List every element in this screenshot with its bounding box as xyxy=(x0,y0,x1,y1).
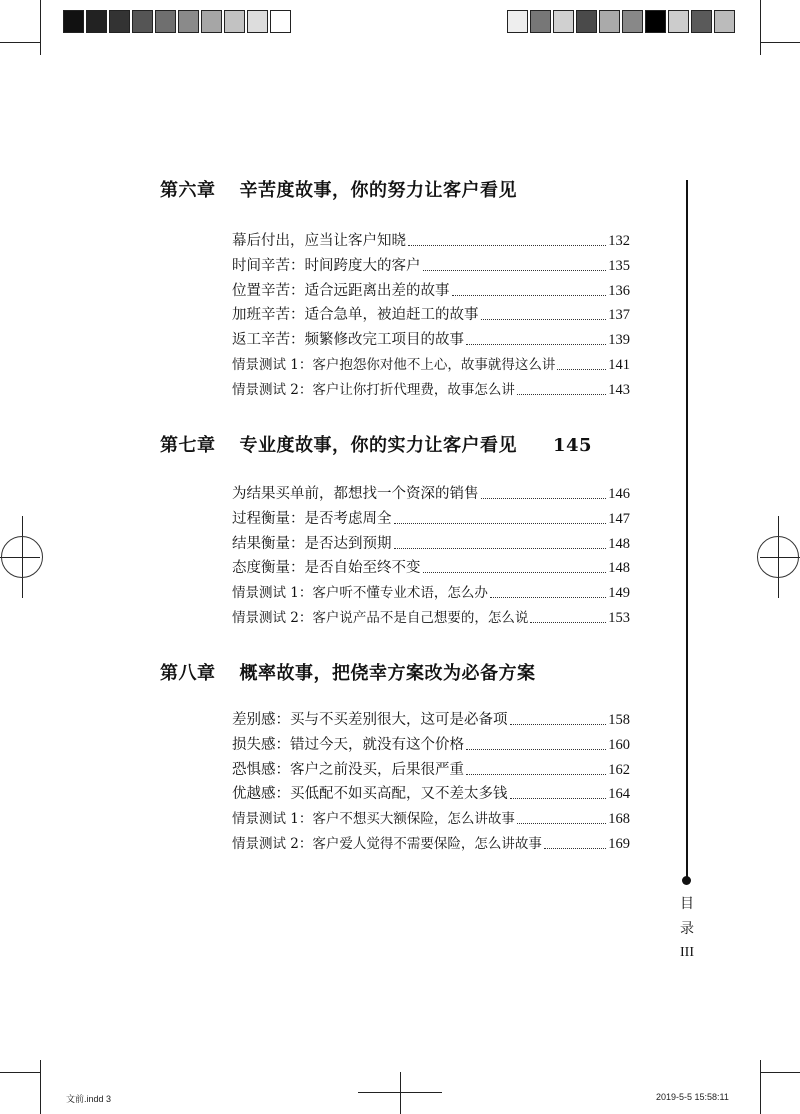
toc-entry-title: 情景测试 1：客户抱怨你对他不上心，故事就得这么讲 xyxy=(232,357,556,373)
toc-entry-page: 158 xyxy=(608,712,630,728)
color-swatch xyxy=(576,10,597,33)
color-swatch xyxy=(178,10,199,33)
toc-entry-title: 时间辛苦：时间跨度大的客户 xyxy=(232,257,421,274)
toc-entry-page: 160 xyxy=(608,736,630,753)
dot-leader xyxy=(466,748,606,750)
dot-leader xyxy=(481,497,607,499)
toc-entry-title: 恐惧感：客户之前没买，后果很严重 xyxy=(232,761,464,778)
toc-entry-title: 态度衡量：是否自始至终不变 xyxy=(232,560,421,577)
color-swatch xyxy=(224,10,245,33)
toc-entry-title: 幕后付出，应当让客户知晓 xyxy=(232,233,406,249)
folio: III xyxy=(680,945,694,960)
toc-entry-title: 差别感：买与不买差别很大，这可是必备项 xyxy=(232,712,508,728)
chapter-title: 辛苦度故事，你的努力让客户看见 xyxy=(239,180,517,201)
toc-entry-title: 情景测试 2：客户说产品不是自己想要的，怎么说 xyxy=(232,610,529,626)
toc-entry-page: 136 xyxy=(608,282,630,299)
dot-leader xyxy=(481,318,607,320)
dot-leader xyxy=(544,847,606,849)
dot-leader xyxy=(423,571,607,573)
color-swatch xyxy=(645,10,666,33)
dot-leader xyxy=(394,522,607,524)
chapter-number: 第六章 xyxy=(160,180,216,201)
toc-entry[interactable] xyxy=(232,807,630,829)
side-label-mu: 目 xyxy=(680,896,694,912)
color-swatch xyxy=(86,10,107,33)
toc-entry[interactable] xyxy=(232,733,630,755)
side-label-lu: 录 xyxy=(680,921,694,937)
toc-entry-title: 情景测试 1：客户不想买大额保险，怎么讲故事 xyxy=(232,811,515,828)
toc-entry-title: 情景测试 2：客户让你打折代理费，故事怎么讲 xyxy=(232,381,515,398)
toc-entry[interactable] xyxy=(232,832,630,854)
dot-leader xyxy=(517,393,606,395)
toc-entry-title: 返工辛苦：频繁修改完工项目的故事 xyxy=(232,332,464,349)
dot-leader xyxy=(408,244,606,246)
toc-entry[interactable] xyxy=(232,378,630,400)
color-swatch xyxy=(668,10,689,33)
toc-entry-page: 143 xyxy=(608,381,630,398)
crop-mark xyxy=(760,0,761,55)
toc-entry[interactable] xyxy=(232,482,630,504)
dot-leader xyxy=(510,797,607,799)
crop-mark xyxy=(40,0,41,55)
color-bar-right xyxy=(507,10,737,33)
toc-entry-page: 146 xyxy=(608,486,630,502)
toc-entry[interactable] xyxy=(232,229,630,251)
dot-leader xyxy=(517,822,606,824)
color-swatch xyxy=(201,10,222,33)
toc-entry-page: 148 xyxy=(608,560,630,577)
dot-leader xyxy=(394,547,607,549)
chapter-number: 第八章 xyxy=(160,663,216,684)
crop-mark xyxy=(0,42,40,43)
toc-entry[interactable] xyxy=(232,254,630,276)
toc-entry[interactable] xyxy=(232,532,630,554)
dot-leader xyxy=(423,269,607,271)
crop-mark xyxy=(0,1072,40,1073)
toc-entry-page: 162 xyxy=(608,761,630,778)
toc-entry[interactable] xyxy=(232,606,630,628)
toc-entry-page: 137 xyxy=(608,307,630,324)
chapter-number: 第七章 xyxy=(160,435,216,456)
toc-entry-title: 位置辛苦：适合远距离出差的故事 xyxy=(232,282,450,299)
toc-entry-page: 149 xyxy=(608,585,630,602)
registration-circle xyxy=(1,536,43,578)
chapter-heading xyxy=(160,659,536,685)
color-swatch xyxy=(63,10,84,33)
color-swatch xyxy=(155,10,176,33)
toc-entry-title: 情景测试 1：客户听不懂专业术语，怎么办 xyxy=(232,585,488,602)
toc-entry-page: 147 xyxy=(608,510,630,527)
color-swatch xyxy=(132,10,153,33)
dot-leader xyxy=(466,343,606,345)
dot-leader xyxy=(452,294,607,296)
toc-entry[interactable] xyxy=(232,353,630,375)
slug-timestamp: 2019-5-5 15:58:11 xyxy=(656,1092,729,1102)
chapter-heading xyxy=(160,176,517,202)
toc-entry-page: 135 xyxy=(608,257,630,274)
dot-leader xyxy=(557,368,606,370)
color-swatch xyxy=(270,10,291,33)
dot-leader xyxy=(510,723,607,725)
toc-entry-title: 损失感：错过今天，就没有这个价格 xyxy=(232,736,464,753)
toc-entry-title: 结果衡量：是否达到预期 xyxy=(232,535,392,552)
color-swatch xyxy=(714,10,735,33)
toc-entry-title: 优越感：买低配不如买高配，又不差太多钱 xyxy=(232,786,508,803)
color-swatch xyxy=(109,10,130,33)
color-swatch xyxy=(622,10,643,33)
chapter-title: 专业度故事，你的实力让客户看见 xyxy=(239,435,517,456)
slug-file: 文前.indd 3 xyxy=(66,1094,112,1104)
toc-entry[interactable] xyxy=(232,581,630,603)
registration-circle xyxy=(757,536,799,578)
toc-entry-page: 141 xyxy=(608,357,630,373)
toc-entry[interactable] xyxy=(232,708,630,730)
dot-leader xyxy=(466,773,606,775)
crop-mark xyxy=(760,42,800,43)
side-rule xyxy=(686,180,688,880)
toc-entry[interactable] xyxy=(232,507,630,529)
dot-leader xyxy=(490,596,606,598)
toc-entry[interactable] xyxy=(232,303,630,325)
toc-entry-page: 168 xyxy=(608,811,630,828)
color-swatch xyxy=(247,10,268,33)
toc-entry[interactable] xyxy=(232,279,630,301)
chapter-heading xyxy=(160,431,592,457)
toc-entry-title: 加班辛苦：适合急单，被迫赶工的故事 xyxy=(232,307,479,324)
toc-entry-title: 过程衡量：是否考虑周全 xyxy=(232,510,392,527)
registration-mark xyxy=(400,1072,401,1114)
crop-mark xyxy=(760,1060,761,1114)
crop-mark xyxy=(760,1072,800,1073)
color-swatch xyxy=(599,10,620,33)
color-bar-left xyxy=(63,10,293,33)
toc-entry-page: 153 xyxy=(608,610,630,626)
toc-entry-title: 为结果买单前，都想找一个资深的销售 xyxy=(232,486,479,502)
color-swatch xyxy=(553,10,574,33)
color-swatch xyxy=(507,10,528,33)
color-swatch xyxy=(691,10,712,33)
toc-entry[interactable] xyxy=(232,556,630,578)
side-dot xyxy=(682,876,691,885)
toc-entry-page: 139 xyxy=(608,332,630,349)
toc-entry[interactable] xyxy=(232,758,630,780)
toc-entry[interactable] xyxy=(232,782,630,804)
toc-entry-page: 148 xyxy=(608,535,630,552)
chapter-page: 145 xyxy=(553,435,593,456)
toc-entry-page: 169 xyxy=(608,836,630,852)
toc-entry-page: 164 xyxy=(608,786,630,803)
crop-mark xyxy=(40,1060,41,1114)
color-swatch xyxy=(530,10,551,33)
chapter-title: 概率故事，把侥幸方案改为必备方案 xyxy=(239,663,536,684)
toc-entry-title: 情景测试 2：客户爱人觉得不需要保险，怎么讲故事 xyxy=(232,836,542,852)
dot-leader xyxy=(530,621,606,623)
toc-entry[interactable] xyxy=(232,328,630,350)
toc-entry-page: 132 xyxy=(608,233,630,249)
